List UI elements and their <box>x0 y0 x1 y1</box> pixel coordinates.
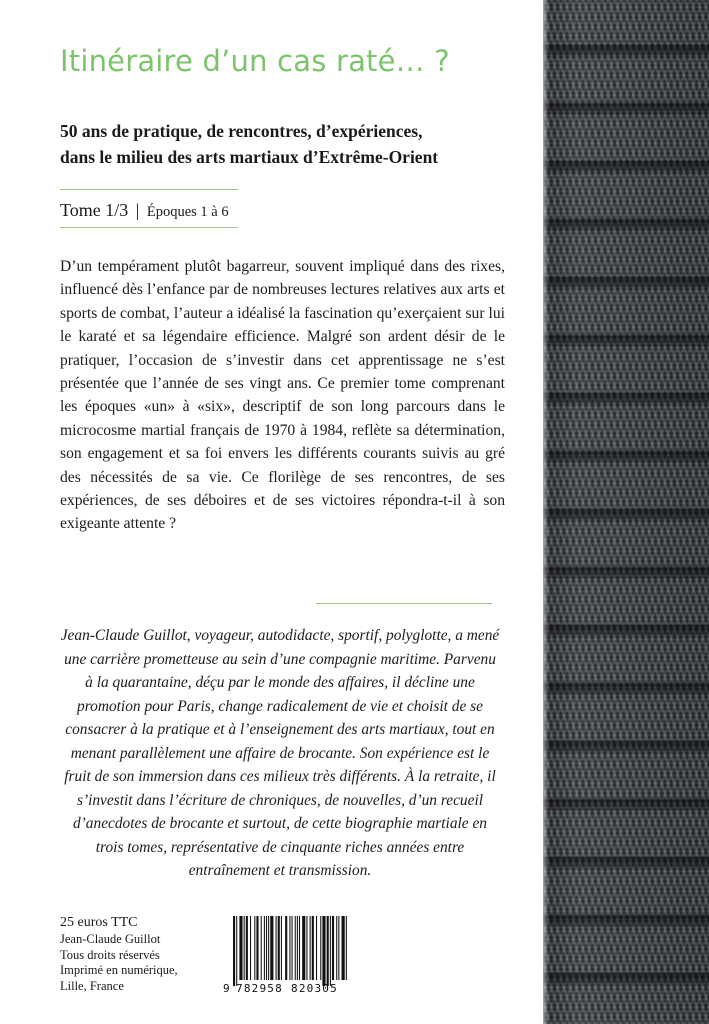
barcode-bar <box>276 916 277 980</box>
subtitle-line-1: 50 ans de pratique, de rencontres, d’expériences, <box>60 121 423 141</box>
barcode-bar <box>285 916 287 980</box>
barcode-bar <box>346 916 347 980</box>
barcode-bar <box>330 916 331 986</box>
barcode-bar <box>261 916 262 980</box>
barcode-bar <box>246 916 248 980</box>
barcode-bar <box>338 916 339 980</box>
subtitle-line-2: dans le milieu des arts martiaux d’Extrême-Orient <box>60 147 439 167</box>
imprint-block <box>60 913 178 994</box>
tome-label: Tome 1/3 <box>60 200 129 220</box>
divider-top <box>60 189 238 190</box>
barcode-bar <box>281 916 282 980</box>
divider-bio <box>316 603 492 604</box>
barcode-bar <box>302 916 305 980</box>
barcode-bar <box>297 916 298 980</box>
book-description: D’un tempérament plutôt bagarreur, souvent impliqué dans des rixes, influencé dès l’enfance par de nombreuses lectures relatives aux arts et sports de combat, l’auteur a idéalisé la fascination qu’exerçaient sur lui le karaté et sa légendaire efficience. Malgré son ardent désir de le pratiquer, l’occasion de s’investir dans cet apprentissage ne s’est présentée que l’année de ses vingt ans. Ce premier tome comprenant les époques «un» à «six», descriptif de son long parcours dans le microcosme martial français de 1970 à 1984, reflète sa détermination, son engagement et sa foi envers les différents courants suivis au gré des nécessités de sa vie. Ce florilège de ses rencontres, de ses expériences, de ses déboires et de ses victoires répondra-t-il à son exigeante attente ? <box>60 258 505 533</box>
barcode-bar <box>236 916 237 986</box>
author-bio: Jean-Claude Guillot, voyageur, autodidacte, sportif, polyglotte, a mené une carrière prometteuse au sein d’une compagnie maritime. Parvenu à la quarantaine, déçu par le monde des affaires, il décline une promotion pour Paris, change radicalement de vie et choisit de se consacrer à la pratique et à l’enseignement des arts martiaux, tout en menant parallèlement une affaire de brocante. Son expérience est le fruit de son immersion dans ces milieux très différents. À la retraite, il s’investit dans l’écriture de chroniques, de nouvelles, d’un recueil d’anecdotes de brocante et surtout, de cette biographie martiale en trois tomes, représentative de cinquante riches années entre entraînement et transmission. <box>60 627 500 879</box>
book-title: Itinéraire d’un cas raté… ? <box>60 44 450 78</box>
barcode-bar <box>322 916 325 986</box>
book-subtitle <box>60 118 500 170</box>
barcode-bar <box>254 916 255 980</box>
barcode-bar <box>316 916 317 980</box>
imprint-rights: Tous droits réservés <box>60 947 160 962</box>
barcode-bar <box>278 916 280 980</box>
barcode-bar <box>233 916 235 986</box>
fabric-texture-panel <box>543 0 709 1024</box>
barcode-bar <box>299 916 300 980</box>
barcode-bar <box>312 916 314 980</box>
barcode-bar <box>320 916 321 980</box>
barcode-bar <box>268 916 269 980</box>
price: 25 euros TTC <box>60 915 138 930</box>
barcode-bar <box>264 916 265 980</box>
divider-bottom <box>60 227 238 228</box>
imprint-printing: Imprimé en numérique, <box>60 963 178 977</box>
barcode-bar <box>332 916 334 980</box>
barcode-bar <box>295 916 296 980</box>
fabric-edge-highlight <box>543 0 549 1024</box>
barcode-first-digit: 9 <box>223 982 230 994</box>
barcode-bar <box>292 916 293 980</box>
tome-separator: | <box>135 200 140 220</box>
barcode-bar <box>342 916 345 980</box>
barcode-bar <box>266 916 267 980</box>
barcode-bar <box>256 916 258 980</box>
isbn-barcode <box>222 914 350 994</box>
barcode-bar <box>289 916 290 980</box>
tome-info <box>60 200 229 221</box>
barcode-left-group: 782958 <box>236 982 283 994</box>
barcode-right-group: 820305 <box>291 982 338 994</box>
barcode-bar <box>310 916 311 980</box>
barcode-bar <box>250 916 251 980</box>
barcode-bar <box>327 916 329 986</box>
imprint-author: Jean-Claude Guillot <box>60 932 161 946</box>
barcode-bar <box>270 916 273 980</box>
imprint-location: Lille, France <box>60 978 124 993</box>
barcode-bar <box>239 916 242 980</box>
barcode-bar <box>244 916 245 980</box>
barcode-bar <box>336 916 337 980</box>
tome-epochs: Époques 1 à 6 <box>146 204 229 220</box>
barcode-bar <box>306 916 307 980</box>
